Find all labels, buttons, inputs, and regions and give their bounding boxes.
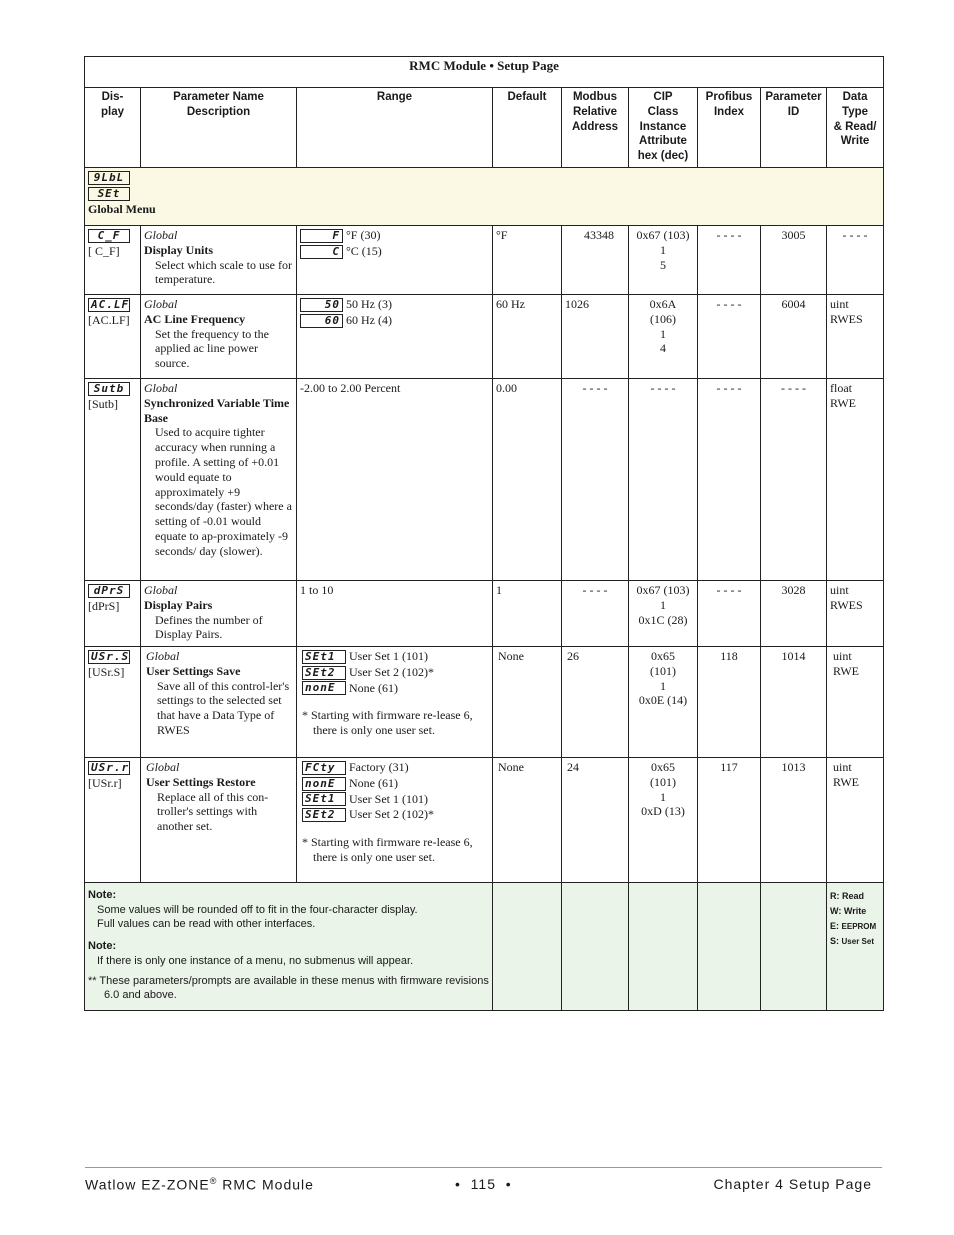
- notes-cell: [85, 883, 493, 1011]
- legend-key: E:: [830, 920, 839, 931]
- parameter-id: 6004: [761, 295, 827, 379]
- range-option: Factory (31): [349, 760, 409, 774]
- menu-name: Global: [146, 649, 180, 663]
- legend-key: R:: [830, 891, 840, 901]
- parameter-description: Save all of this control-ler's settings to the selected set that have a Data Type of RWES: [157, 678, 290, 737]
- page-number: • 115 •: [455, 1176, 512, 1192]
- parameter-id: 3028: [761, 581, 827, 647]
- parameter-name: User Settings Save: [146, 663, 241, 678]
- display-code: [AC.LF]: [88, 312, 130, 327]
- lcd-set-menu: SEt: [88, 187, 130, 201]
- default-value: 1: [493, 581, 562, 647]
- menu-name: Global: [144, 297, 178, 311]
- table-row: [85, 758, 884, 883]
- parameter-name: Synchronized Variable Time Base: [144, 395, 290, 425]
- header-modbus: Modbus Relative Address: [562, 88, 629, 168]
- parameter-id: 1013: [761, 758, 827, 883]
- firmware-note: * Starting with firmware re-lease 6, there is only one user set.: [302, 708, 473, 738]
- modbus-address: - - - -: [562, 379, 629, 581]
- parameter-description: Defines the number of Display Pairs.: [155, 612, 263, 642]
- menu-name: Global: [144, 381, 178, 395]
- cip-value: - - - -: [629, 379, 698, 581]
- range-option: None (61): [349, 775, 398, 790]
- lcd-range-option: FCty: [302, 761, 346, 775]
- lcd-display: C_F: [88, 229, 130, 243]
- cip-value: 0x6A (106) 1 4: [629, 295, 698, 379]
- table-row: [85, 647, 884, 758]
- note-label: Note:: [88, 939, 117, 952]
- parameter-id: 1014: [761, 647, 827, 758]
- table-row: [85, 226, 884, 295]
- range-option: 60 Hz (4): [346, 312, 392, 327]
- global-menu-label: Global Menu: [88, 201, 156, 216]
- cip-value: 0x67 (103) 1 0x1C (28): [629, 581, 698, 647]
- data-type: uint RWES: [827, 581, 884, 647]
- parameter-description: Replace all of this con-troller's settings with another set.: [157, 789, 269, 834]
- lcd-range-option: 60: [300, 314, 343, 328]
- default-value: None: [493, 758, 562, 883]
- range-option: °C (15): [346, 243, 382, 258]
- legend-key: S:: [830, 936, 839, 947]
- cip-value: 0x65 (101) 1 0xD (13): [629, 758, 698, 883]
- lcd-display: dPrS: [88, 584, 130, 598]
- display-code: [USr.r]: [88, 775, 122, 790]
- menu-name: Global: [144, 583, 178, 597]
- lcd-global-menu: 9LbL: [88, 171, 130, 185]
- modbus-address: 24: [562, 758, 629, 883]
- header-cip: CIP Class Instance Attribute hex (dec): [629, 88, 698, 168]
- lcd-range-option: 50: [300, 298, 343, 312]
- lcd-display: USr.r: [88, 761, 130, 775]
- lcd-display: USr.S: [88, 650, 130, 664]
- lcd-range-option: F: [300, 229, 343, 243]
- legend-key: W:: [830, 905, 842, 916]
- range-option: 50 Hz (3): [346, 297, 392, 311]
- parameter-name: Display Pairs: [144, 597, 213, 612]
- default-value: °F: [493, 226, 562, 295]
- display-code: [Sutb]: [88, 396, 118, 411]
- table-row: [85, 295, 884, 379]
- modbus-address: 26: [562, 647, 629, 758]
- lcd-range-option: nonE: [302, 681, 346, 695]
- profibus-index: - - - -: [698, 295, 761, 379]
- profibus-index: - - - -: [698, 226, 761, 295]
- lcd-range-option: nonE: [302, 777, 346, 791]
- range-text: -2.00 to 2.00 Percent: [297, 379, 493, 581]
- data-type: uint RWE: [827, 647, 884, 758]
- default-value: 60 Hz: [493, 295, 562, 379]
- legend-text: User Set: [841, 937, 874, 947]
- range-option: User Set 2 (102)*: [349, 664, 434, 679]
- data-type: float RWE: [827, 379, 884, 581]
- note-line: Full values can be read with other interfaces.: [97, 917, 316, 930]
- table-title: RMC Module • Setup Page: [85, 57, 884, 88]
- header-data-type: Data Type & Read/ Write: [827, 88, 884, 168]
- global-menu-row: [85, 168, 884, 226]
- parameter-description: Set the frequency to the applied ac line power source.: [155, 326, 269, 371]
- range-option: °F (30): [346, 228, 381, 242]
- parameter-name: User Settings Restore: [146, 774, 256, 789]
- range-text: 1 to 10: [297, 581, 493, 647]
- footer-rule: [85, 1167, 882, 1168]
- default-value: None: [493, 647, 562, 758]
- header-parameter-id: Parameter ID: [761, 88, 827, 168]
- range-option: User Set 2 (102)*: [349, 807, 434, 822]
- profibus-index: - - - -: [698, 581, 761, 647]
- parameter-id: - - - -: [761, 379, 827, 581]
- header-parameter: Parameter Name Description: [141, 88, 297, 168]
- range-option: User Set 1 (101): [349, 791, 428, 806]
- table-row: [85, 379, 884, 581]
- lcd-range-option: SEt1: [302, 650, 346, 664]
- modbus-address: - - - -: [562, 581, 629, 647]
- note-line: ** These parameters/prompts are available in these menus with firmware revisions 6.0 and above.: [88, 974, 489, 1001]
- legend-text: Write: [843, 905, 867, 916]
- legend-text: Read: [842, 891, 865, 901]
- modbus-address: 1026: [562, 295, 629, 379]
- rw-legend: [827, 883, 884, 1011]
- parameter-description: Select which scale to use for temperature.: [155, 257, 292, 287]
- notes-row: [85, 883, 884, 1011]
- header-default: Default: [493, 88, 562, 168]
- parameter-description: Used to acquire tighter accuracy when running a profile. A setting of +0.01 would equate to approximately +9 seconds/day (faster) where a setting of -0.01 would equate to ap-proximately -9 seconds/ day (slower).: [155, 425, 292, 558]
- profibus-index: 118: [698, 647, 761, 758]
- table-row: [85, 581, 884, 647]
- legend-text: EEPROM: [841, 921, 877, 931]
- parameter-name: AC Line Frequency: [144, 311, 246, 326]
- profibus-index: - - - -: [698, 379, 761, 581]
- lcd-range-option: SEt2: [302, 808, 346, 822]
- header-range: Range: [297, 88, 493, 168]
- display-code: [USr.S]: [88, 664, 125, 679]
- lcd-range-option: SEt2: [302, 666, 346, 680]
- lcd-range-option: C: [300, 245, 343, 259]
- parameter-id: 3005: [761, 226, 827, 295]
- menu-name: Global: [144, 228, 178, 242]
- data-type: - - - -: [827, 226, 884, 295]
- lcd-display: AC.LF: [88, 298, 130, 312]
- header-display: Dis- play: [85, 88, 141, 168]
- parameter-name: Display Units: [144, 242, 214, 257]
- note-label: Note:: [88, 889, 117, 901]
- range-option: None (61): [349, 680, 398, 695]
- header-profibus: Profibus Index: [698, 88, 761, 168]
- profibus-index: 117: [698, 758, 761, 883]
- range-option: User Set 1 (101): [349, 649, 428, 663]
- lcd-display: Sutb: [88, 382, 130, 396]
- default-value: 0.00: [493, 379, 562, 581]
- data-type: uint RWES: [827, 295, 884, 379]
- setup-table: [84, 56, 884, 1011]
- modbus-address: 43348: [562, 226, 629, 295]
- cip-value: 0x67 (103) 1 5: [629, 226, 698, 295]
- firmware-note: * Starting with firmware re-lease 6, there is only one user set.: [302, 835, 473, 864]
- cip-value: 0x65 (101) 1 0x0E (14): [629, 647, 698, 758]
- lcd-range-option: SEt1: [302, 792, 346, 806]
- menu-name: Global: [146, 760, 180, 774]
- footer-product: Watlow EZ-ZONE® RMC Module: [85, 1176, 314, 1193]
- data-type: uint RWE: [827, 758, 884, 883]
- display-code: [ C_F]: [88, 243, 120, 258]
- note-line: Some values will be rounded off to fit in the four-character display.: [97, 903, 418, 916]
- footer-chapter: Chapter 4 Setup Page: [713, 1176, 872, 1192]
- note-line: If there is only one instance of a menu, no submenus will appear.: [97, 954, 414, 967]
- display-code: [dPrS]: [88, 598, 120, 613]
